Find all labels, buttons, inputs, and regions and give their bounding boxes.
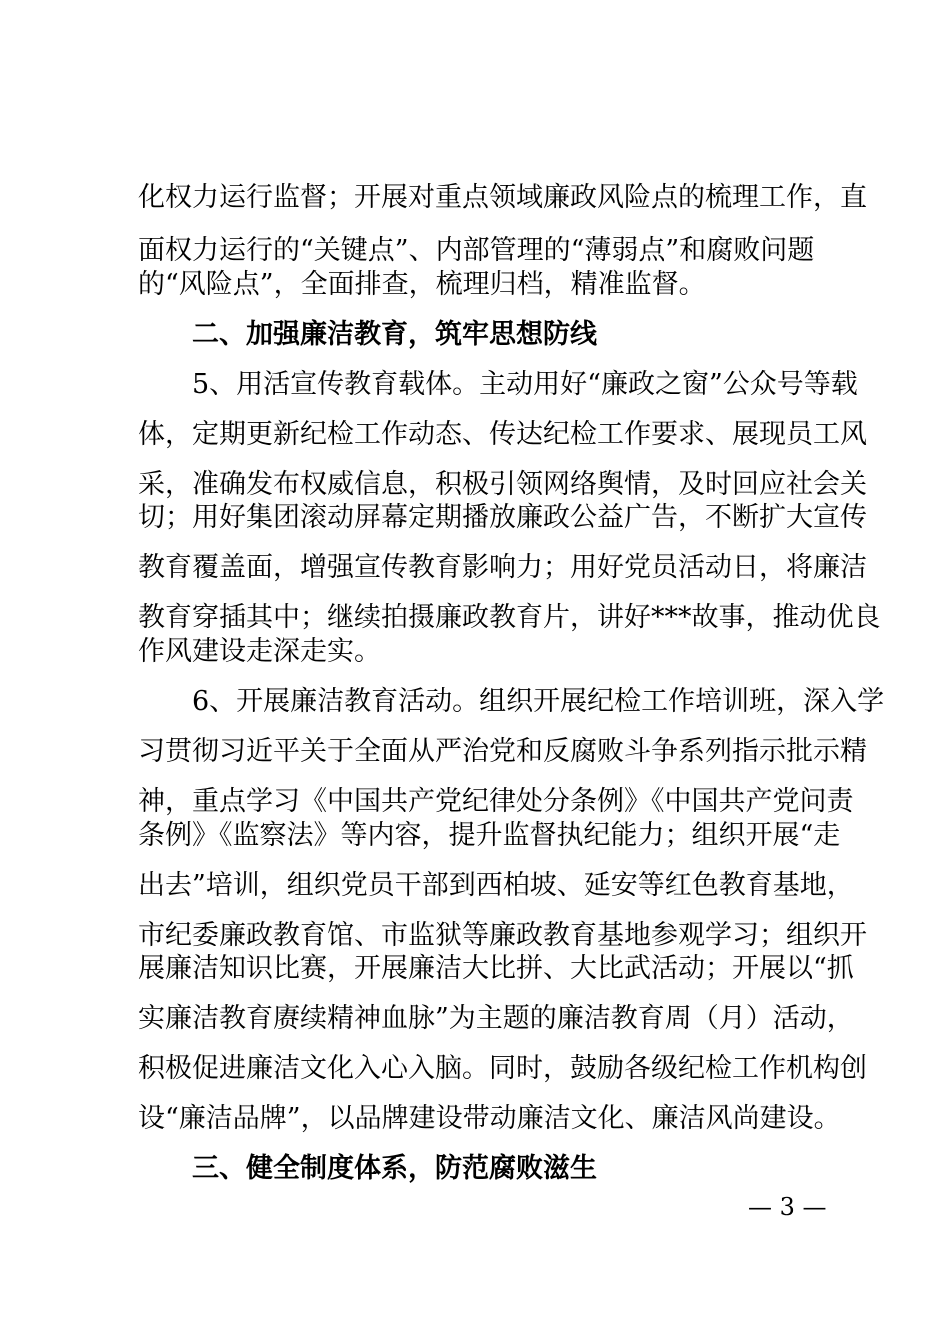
body-text-line: 切；用好集团滚动屏幕定期播放廉政公益广告，不断扩大宣传 [138,502,867,533]
page-number: — 3 — [748,1193,827,1221]
body-text-line: 教育穿插其中；继续拍摄廉政教育片，讲好***故事，推动优良 [138,602,881,633]
body-text-line: 积极促进廉洁文化入心入脑。同时，鼓励各级纪检工作机构创 [138,1053,867,1084]
body-text-line: 作风建设走深走实。 [138,636,381,667]
body-text-line: 教育覆盖面，增强宣传教育影响力；用好党员活动日，将廉洁 [138,552,867,583]
body-text-line: 体，定期更新纪检工作动态、传达纪检工作要求、展现员工风 [138,419,867,450]
body-text-line: 市纪委廉政教育馆、市监狱等廉政教育基地参观学习；组织开 [138,920,867,951]
body-text-line: 面权力运行的“关键点”、内部管理的“薄弱点”和腐败问题 [138,235,815,266]
body-text-line: 的“风险点”，全面排查，梳理归档，精准监督。 [138,269,706,300]
body-text-line: 神，重点学习《中国共产党纪律处分条例》《中国共产党问责 [138,786,854,817]
body-text-line: 5、用活宣传教育载体。主动用好“廉政之窗”公众号等载 [138,369,858,400]
body-text-line: 采，准确发布权威信息，积极引领网络舆情，及时回应社会关 [138,469,867,500]
body-text-line: 习贯彻习近平关于全面从严治党和反腐败斗争系列指示批示精 [138,736,867,767]
section-heading: 二、加强廉洁教育，筑牢思想防线 [138,319,597,350]
body-text-line: 条例》《监察法》等内容，提升监督执纪能力；组织开展“走 [138,820,841,851]
body-text-line: 6、开展廉洁教育活动。组织开展纪检工作培训班，深入学 [138,686,885,717]
body-text-line: 展廉洁知识比赛，开展廉洁大比拼、大比武活动；开展以“抓 [138,953,854,984]
body-text-line: 化权力运行监督；开展对重点领域廉政风险点的梳理工作，直 [138,182,867,213]
section-heading: 三、健全制度体系，防范腐败滋生 [138,1153,597,1184]
body-text-line: 设“廉洁品牌”，以品牌建设带动廉洁文化、廉洁风尚建设。 [138,1103,841,1134]
body-text-line: 实廉洁教育赓续精神血脉”为主题的廉洁教育周（月）活动， [138,1003,854,1034]
body-text-line: 出去”培训，组织党员干部到西柏坡、延安等红色教育基地， [138,870,854,901]
